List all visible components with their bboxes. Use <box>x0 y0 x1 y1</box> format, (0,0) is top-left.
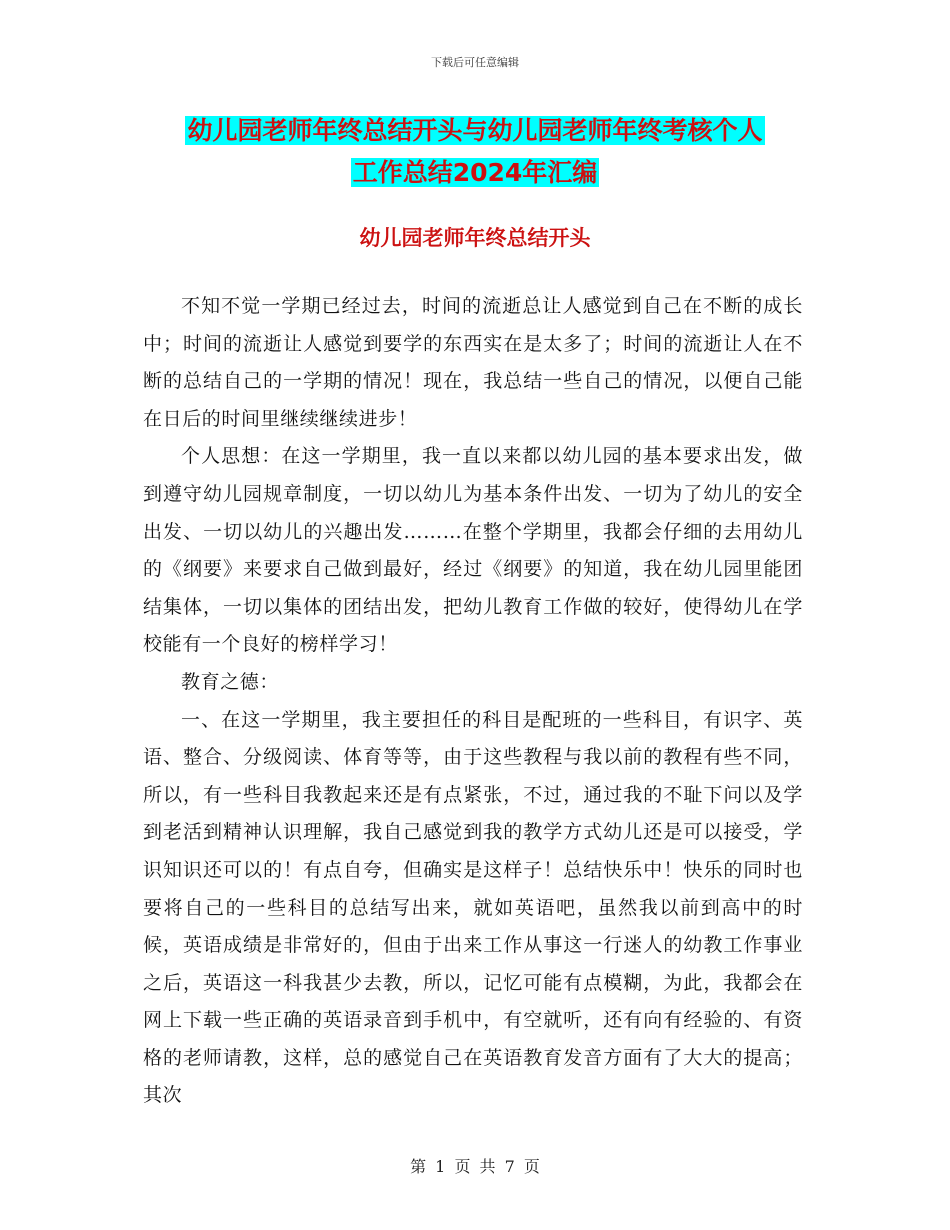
paragraph-education-heading: 教育之德： <box>181 670 280 693</box>
title-highlight-1: 幼儿园老师年终总结开头与幼儿园老师年终考核个人 <box>187 116 763 145</box>
paragraph-personal-thoughts: 个人思想：在这一学期里，我一直以来都以幼儿园的基本要求出发，做到遵守幼儿园规章制度，一切以幼儿为基本条件出发、一切为了幼儿的安全出发、一切以幼儿的兴趣出发………在整个学期里，我都会仔细的去用幼儿的《纲要》来要求自己做到最好，经过《纲要》的知道，我在幼儿园里能团结集体，一切以集体的团结出发，把幼儿教育工作做的较好，使得幼儿在学校能有一个良好的榜样学习！ <box>143 445 803 656</box>
document-body <box>143 288 803 1115</box>
paragraph-intro: 不知不觉一学期已经过去，时间的流逝总让人感觉到自己在不断的成长中；时间的流逝让人感觉到要学的东西实在是太多了；时间的流逝让人在不断的总结自己的一学期的情况！现在，我总结一些自己的情况，以便自己能在日后的时间里继续继续进步！ <box>143 295 803 430</box>
page-header-note: 下载后可任意编辑 <box>431 56 519 69</box>
document-title-line-1 <box>0 110 950 152</box>
paragraph-teaching: 一、在这一学期里，我主要担任的科目是配班的一些科目，有识字、英语、整合、分级阅读、体育等等，由于这些教程与我以前的教程有些不同，所以，有一些科目我教起来还是有点紧张，不过，通过我的不耻下问以及学到老活到精神认识理解，我自己感觉到我的教学方式幼儿还是可以接受，学识知识还可以的！有点自夸，但确实是这样子！总结快乐中！快乐的同时也要将自己的一些科目的总结写出来，就如英语吧，虽然我以前到高中的时候，英语成绩是非常好的，但由于出来工作从事这一行迷人的幼教工作事业之后，英语这一科我甚少去教，所以，记忆可能有点模糊，为此，我都会在网上下载一些正确的英语录音到手机中，有空就听，还有向有经验的、有资格的老师请教，这样，总的感觉自己在英语教育发音方面有了大大的提高；其次 <box>143 708 803 1107</box>
document-title-line-2 <box>0 152 950 194</box>
page-number-footer: 第 1 页 共 7 页 <box>410 1157 540 1176</box>
title-highlight-2: 工作总结2024年汇编 <box>352 158 598 187</box>
section-title: 幼儿园老师年终总结开头 <box>359 226 591 250</box>
